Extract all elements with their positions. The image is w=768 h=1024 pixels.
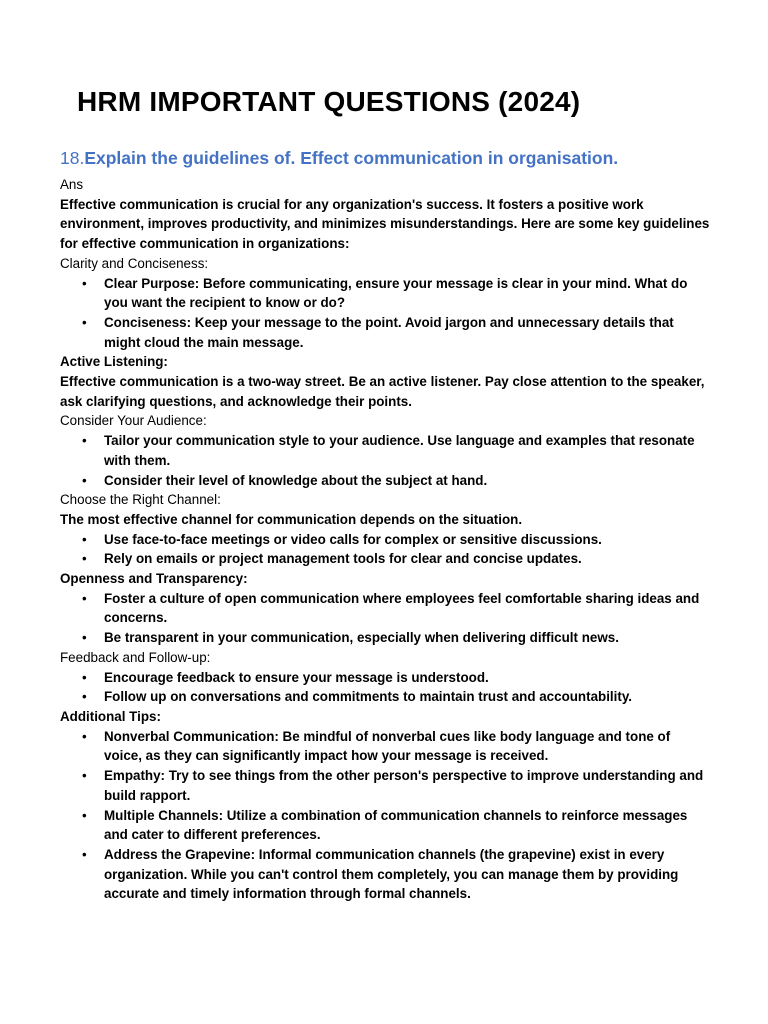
bullet-icon: • xyxy=(82,433,87,449)
list-item-text: Nonverbal Communication: Be mindful of nonverbal cues like body language and tone of voice, as they can significantly impact how your message is received. xyxy=(104,728,671,764)
section-heading: Choose the Right Channel: xyxy=(60,492,221,508)
bullet-list xyxy=(60,431,710,490)
section-heading: Clarity and Conciseness: xyxy=(60,255,209,271)
answer-body xyxy=(60,175,710,904)
bullet-icon: • xyxy=(82,768,87,784)
bullet-icon: • xyxy=(82,630,87,646)
list-item-text: Foster a culture of open communication where employees feel comfortable sharing ideas and concerns. xyxy=(104,590,700,626)
section-heading: Additional Tips: xyxy=(60,708,161,724)
list-item xyxy=(60,549,710,569)
list-item xyxy=(60,589,710,628)
question-heading xyxy=(60,148,618,169)
list-item-text: Rely on emails or project management tools for clear and concise updates. xyxy=(104,551,582,567)
bullet-list xyxy=(60,274,710,353)
bullet-icon: • xyxy=(82,728,87,744)
list-item xyxy=(60,628,710,648)
list-item xyxy=(60,530,710,550)
section-heading: Consider Your Audience: xyxy=(60,413,207,429)
bullet-icon: • xyxy=(82,669,87,685)
list-item xyxy=(60,687,710,707)
bullet-icon: • xyxy=(82,531,87,547)
bullet-list xyxy=(60,727,710,904)
bullet-icon: • xyxy=(82,689,87,705)
section-heading: Active Listening: xyxy=(60,354,168,370)
bullet-list xyxy=(60,530,710,569)
list-item xyxy=(60,668,710,688)
question-number: 18. xyxy=(60,148,85,168)
bullet-icon: • xyxy=(82,846,87,862)
bullet-list xyxy=(60,668,710,707)
list-item-text: Address the Grapevine: Informal communication channels (the grapevine) exist in every organization. While you can't control them completely, you can manage them by providing accurate and timely information through formal channels. xyxy=(104,846,679,902)
section-paragraph: Effective communication is a two-way street. Be an active listener. Pay close attention to the speaker, ask clarifying questions, and acknowledge their points. xyxy=(60,374,705,409)
document-title: HRM IMPORTANT QUESTIONS (2024) xyxy=(77,86,581,117)
list-item-text: Use face-to-face meetings or video calls for complex or sensitive discussions. xyxy=(104,531,602,547)
list-item xyxy=(60,845,710,904)
bullet-list xyxy=(60,589,710,648)
intro-paragraph: Effective communication is crucial for any organization's success. It fosters a positive work environment, improves productivity, and minimizes misunderstandings. Here are some key guidelines for effective communication in organizations: xyxy=(60,196,710,252)
list-item xyxy=(60,274,710,313)
list-item-text: Clear Purpose: Before communicating, ensure your message is clear in your mind. What do you want the recipient to know or do? xyxy=(104,275,688,311)
list-item xyxy=(60,313,710,352)
bullet-icon: • xyxy=(82,275,87,291)
list-item xyxy=(60,431,710,470)
list-item-text: Empathy: Try to see things from the other person's perspective to improve understanding and build rapport. xyxy=(104,768,704,803)
list-item-text: Encourage feedback to ensure your message is understood. xyxy=(104,669,489,685)
list-item-text: Consider their level of knowledge about the subject at hand. xyxy=(104,472,488,488)
list-item xyxy=(60,727,710,766)
list-item-text: Multiple Channels: Utilize a combination of communication channels to reinforce messages and cater to different preferences. xyxy=(104,807,688,843)
bullet-icon: • xyxy=(82,590,87,606)
section-heading: Openness and Transparency: xyxy=(60,571,248,587)
list-item xyxy=(60,806,710,845)
question-text: Explain the guidelines of. Effect communication in organisation. xyxy=(84,148,619,168)
bullet-icon: • xyxy=(82,472,87,488)
list-item-text: Conciseness: Keep your message to the point. Avoid jargon and unnecessary details that might cloud the main message. xyxy=(104,314,674,350)
bullet-icon: • xyxy=(82,551,87,567)
list-item xyxy=(60,471,710,491)
bullet-icon: • xyxy=(82,807,87,823)
list-item-text: Follow up on conversations and commitments to maintain trust and accountability. xyxy=(104,689,632,705)
answer-label: Ans xyxy=(60,177,84,192)
section-heading: Feedback and Follow-up: xyxy=(60,649,211,665)
list-item xyxy=(60,766,710,805)
bullet-icon: • xyxy=(82,314,87,330)
list-item-text: Tailor your communication style to your audience. Use language and examples that resonate with them. xyxy=(104,433,695,468)
list-item-text: Be transparent in your communication, especially when delivering difficult news. xyxy=(104,630,619,646)
section-paragraph: The most effective channel for communication depends on the situation. xyxy=(60,511,523,527)
